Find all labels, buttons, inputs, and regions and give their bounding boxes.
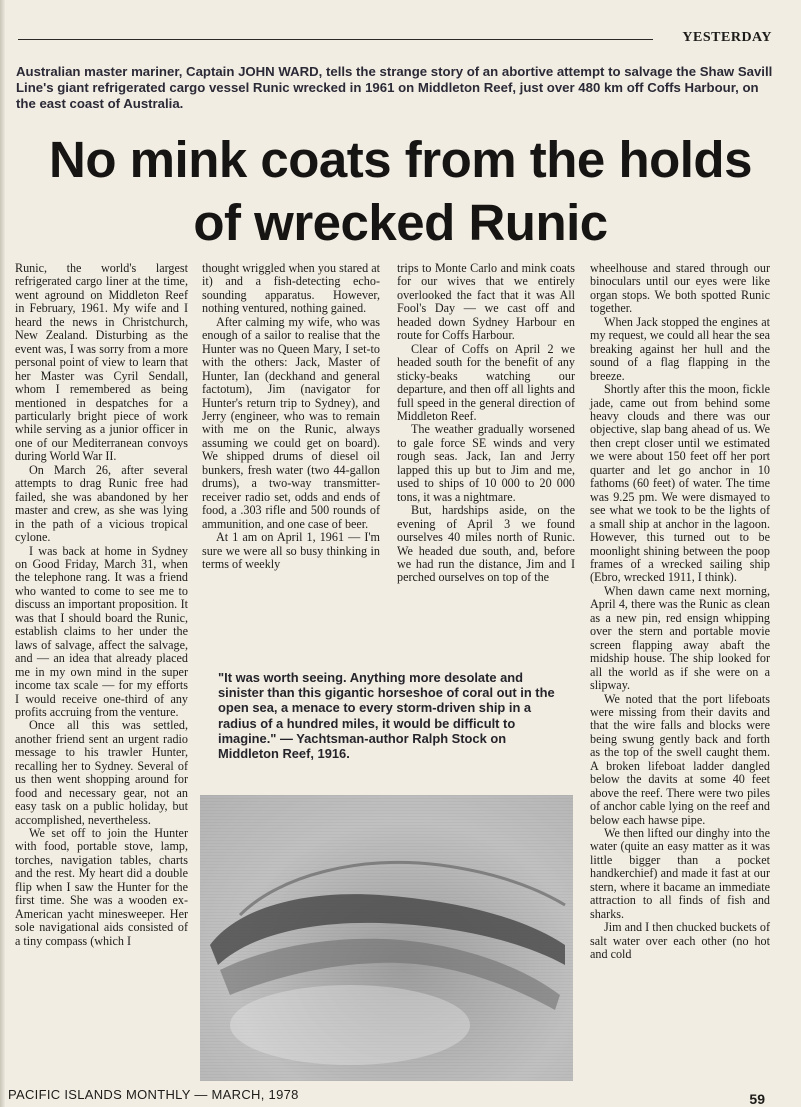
paragraph: When Jack stopped the engines at my request, we could all hear the sea breaking against her hull and the sound of a flag flapping in the breeze.: [590, 314, 770, 383]
reef-photo-graphic: [200, 795, 573, 1081]
pull-quote: "It was worth seeing. Anything more desolate and sinister than this gigantic horseshoe of coral out in the open sea, a menace to every storm-driven ship in a radius of a hundred miles, it would be difficult to imagine." — Yachtsman-author Ralph Stock on Middleton Reef, 1916.: [218, 670, 555, 762]
paragraph: We set off to join the Hunter with food, portable stove, lamp, torches, navigation tables, charts and the rest. My heart did a double flip when I saw the Hunter for the first time. She was a wooden ex-American yacht minesweeper. Her sole navigational aids consisted of a tiny compass (which I: [15, 826, 188, 948]
text-column-4: [590, 262, 770, 962]
paragraph: On March 26, after several attempts to drag Runic free had failed, she was abandoned by her master and crew, as she was lying in the path of a vicious tropical cylone.: [15, 462, 188, 545]
text-column-1: [15, 262, 188, 948]
paragraph: Clear of Coffs on April 2 we headed south for the benefit of any sticky-beaks watching our departure, and then off all lights and full speed in the general direction of Middleton Reef.: [397, 341, 575, 423]
paragraph: But, hardships aside, on the evening of April 3 we found ourselves 40 miles north of Runic. We headed due south, and, before we had run the distance, Jim and I perched ourselves on top of the: [397, 503, 575, 585]
article-intro: Australian master mariner, Captain JOHN WARD, tells the strange story of an abortive attempt to salvage the Shaw Savill Line's giant refrigerated cargo vessel Runic wrecked in 1961 on Middleton Reef, just over 480 km off Coffs Harbour, on the east coast of Australia.: [16, 64, 773, 112]
paragraph: The weather gradually worsened to gale force SE winds and very rough seas. Jack, Ian and Jerry lapped this up but to Jim and me, used to ships of 10 000 to 20 000 tons, it was a nightmare.: [397, 422, 575, 504]
paragraph: We then lifted our dinghy into the water (quite an easy matter as it was little bigger than a pocket handkerchief) and made it fast at our stern, where it bacame an immediate attraction to all finds of fish and sharks.: [590, 826, 770, 921]
headline-line-1: No mink coats from the holds: [49, 131, 752, 188]
paragraph: At 1 am on April 1, 1961 — I'm sure we were all so busy thinking in terms of weekly: [202, 530, 380, 571]
text-column-2: [202, 262, 380, 571]
paragraph: Jim and I then chucked buckets of salt water over each other (no hot and cold: [590, 920, 770, 962]
paragraph: We noted that the port lifeboats were missing from their davits and that the wire falls and blocks were being swung gently back and forth as the top of the swell caught them. A broken lifeboat ladder dangled below the davits at some 40 feet above the reef. There were two piles of anchor cable lying on the reef and below each hawse pipe.: [590, 691, 770, 827]
paragraph: Runic, the world's largest refrigerated cargo liner at the time, went aground on Middleton Reef in February, 1961. My wife and I heard the news in Christchurch, New Zealand. Disturbing as the event was, I was sorry from a more personal point of view to learn that her Master was Cyril Sendall, whom I remembered as being mentioned in despatches for a particularly bright piece of work while serving as a junior officer in one of our Mediterranean convoys during World War II.: [15, 261, 188, 464]
paragraph: thought wriggled when you stared at it) and a fish-detecting echo-sounding apparatus. However, nothing ventured, nothing gained.: [202, 261, 380, 316]
headline-line-2: of wrecked Runic: [193, 194, 608, 251]
paragraph: I was back at home in Sydney on Good Friday, March 31, when the telephone rang. It was a friend who wanted to come to see me to discuss an important proposition. It was that I should board the Runic, establish claims to her under the laws of salvage, affect the salvage, and — an idea that already placed me in my own mind in the super income tax scale — for my efforts I would receive one-third of any profits accruing from the venture.: [15, 543, 188, 719]
reef-aerial-photo: [200, 795, 573, 1081]
paragraph: wheelhouse and stared through our binoculars until our eyes were like organ stops. We both spotted Runic together.: [590, 261, 770, 316]
paragraph: After calming my wife, who was enough of a sailor to realise that the Hunter was no Queen Mary, I set-to with the others: Jack, Master of Hunter, Ian (deckhand and general factotum), Jim (navigator for Hunter's return trip to Sydney), and Jerry (engineer, who was to remain with me on the Runic, always assuming we could get on board). We shipped drums of diesel oil bunkers, fresh water (two 44-gallon drums), a two-way transmitter-receiver radio set, odds and ends of food, a .303 rifle and 500 rounds of ammunition, and one case of beer.: [202, 314, 380, 531]
paragraph: Shortly after this the moon, fickle jade, came out from behind some heavy clouds and there was our objective, slap bang ahead of us. We then crept closer until we estimated we were about 150 feet off her port quarter and let go anchor in 10 fathoms (60 feet) of water. The time was 9.25 pm. We were dismayed to see what we took to be the lights of a small ship at anchor in the lagoon. However, this turned out to be moonlight shining between the poop frames of a wrecked sailing ship (Ebro, wrecked 1911, I think).: [590, 382, 770, 585]
page-footer: PACIFIC ISLANDS MONTHLY — MARCH, 1978: [8, 1087, 299, 1102]
paragraph: trips to Monte Carlo and mink coats for our wives that we entirely overlooked the fact that it was All Fool's Day — we cast off and headed down Sydney Harbour en route for Coffs Harbour.: [397, 261, 575, 343]
header-rule: [18, 39, 653, 40]
article-headline: [0, 128, 801, 254]
paragraph: Once all this was settled, another friend sent an urgent radio message to his trawler Hunter, recalling her to Sydney. Several of us then went shopping around for food and necessary gear, not an easy task on a public holiday, but accomplished, nevertheless.: [15, 718, 188, 827]
paragraph: When dawn came next morning, April 4, there was the Runic as clean as a new pin, red ensign whipping over the stern and portable movie screen flapping away abaft the midship house. The ship looked for all the world as if she were on a slipway.: [590, 583, 770, 693]
section-label: YESTERDAY: [682, 30, 772, 45]
page-number: 59: [749, 1091, 765, 1107]
text-column-3: [397, 262, 575, 585]
